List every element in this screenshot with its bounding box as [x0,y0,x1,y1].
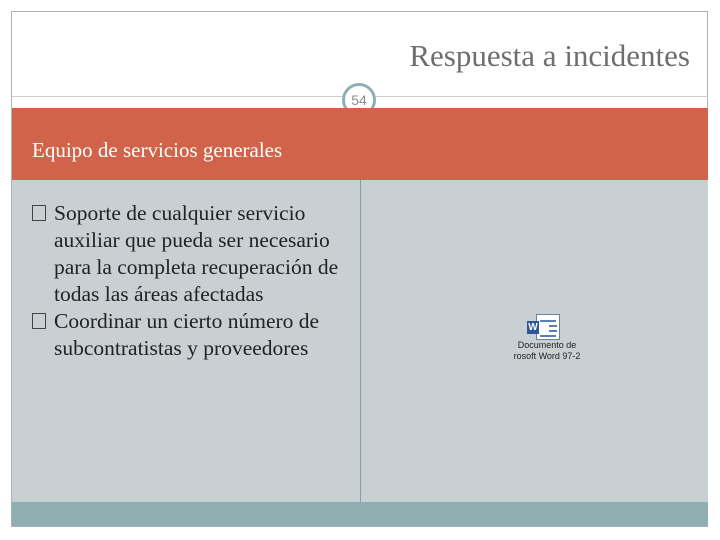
bottom-bar [12,502,708,526]
bullet-box-icon [32,205,46,221]
bullet-list [32,200,350,362]
section-band [12,108,708,180]
slide-title: Respuesta a incidentes [409,38,690,73]
page-number: 54 [351,92,367,108]
bullet-text: Coordinar un cierto número de subcontratistas y proveedores [54,309,320,360]
bullet-item [32,308,350,362]
word-logo-icon: W [528,322,538,333]
bullet-item [32,200,350,308]
section-heading: Equipo de servicios generales [32,138,283,162]
bullet-text: Soporte de cualquier servicio auxiliar que pueda ser necesario para la completa recuperación de todas las áreas afectadas [54,201,339,306]
caption-line: Documento de [517,340,577,350]
embedded-object-caption[interactable] [497,340,597,362]
document-page [536,314,560,340]
caption-line: rosoft Word 97-2 [513,351,581,361]
bullet-box-icon [32,313,46,329]
column-divider [360,180,361,502]
